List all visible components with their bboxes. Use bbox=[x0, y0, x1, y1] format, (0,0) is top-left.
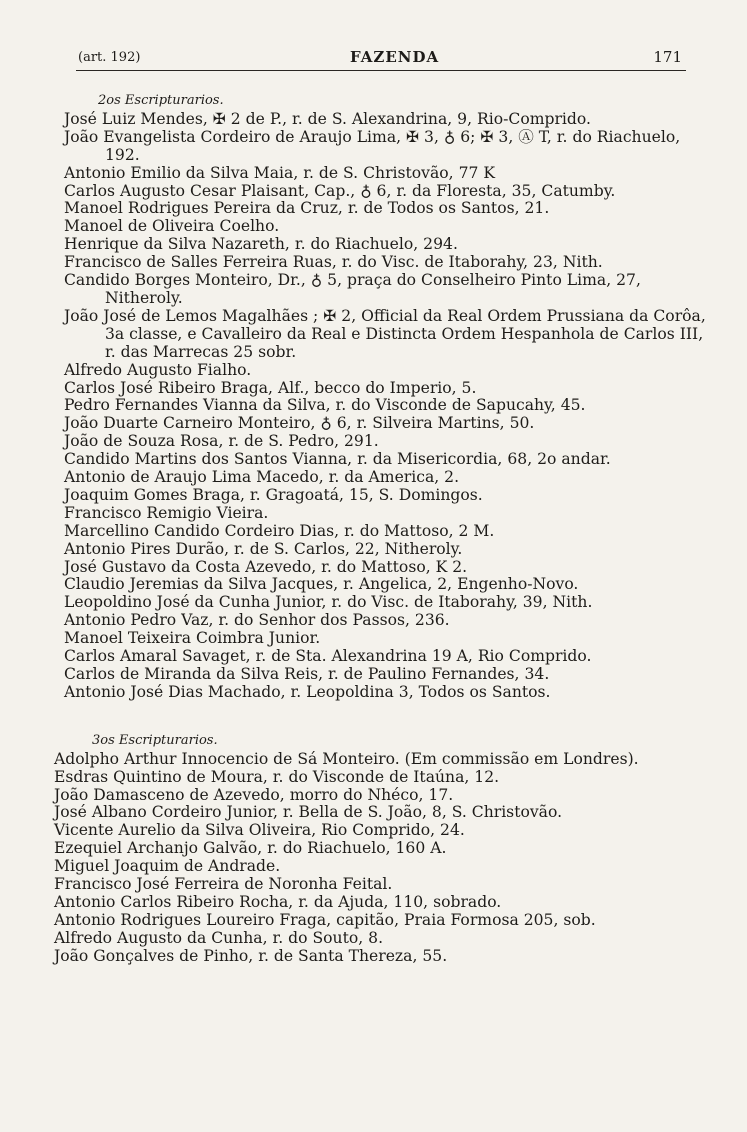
list-item: João Duarte Carneiro Monteiro, ♁ 6, r. Silveira Martins, 50. bbox=[64, 414, 535, 433]
section-heading: 2os Escripturarios. bbox=[98, 93, 224, 108]
page-header bbox=[78, 46, 682, 72]
list-item: Antonio José Dias Machado, r. Leopoldina 3, Todos os Santos. bbox=[64, 682, 551, 701]
list-item: Leopoldino José da Cunha Junior, r. do Visc. de Itaborahy, 39, Nith. bbox=[64, 593, 593, 612]
section-3os-escripturarios bbox=[0, 732, 747, 966]
list-item: Claudio Jeremias da Silva Jacques, r. Angelica, 2, Engenho-Novo. bbox=[64, 575, 579, 594]
list-item: Manoel Rodrigues Pereira da Cruz, r. de Todos os Santos, 21. bbox=[64, 199, 550, 218]
list-item: Candido Martins dos Santos Vianna, r. da Misericordia, 68, 2o andar. bbox=[64, 450, 611, 469]
list-item: Carlos de Miranda da Silva Reis, r. de Paulino Fernandes, 34. bbox=[64, 665, 550, 683]
list-item: Henrique da Silva Nazareth, r. do Riachuelo, 294. bbox=[64, 235, 458, 254]
list-item: João José de Lemos Magalhães ; ✠ 2, Official da Real Ordem Prussiana da Corôa, 3a classe, e Cavalleiro da Real e Distincta Ordem Hespanhola de Carlos III, r. das Marrecas 25 sobr. bbox=[64, 306, 706, 361]
document-body bbox=[0, 92, 747, 966]
section-2os-escripturarios bbox=[0, 92, 747, 702]
list-item: Antonio Pedro Vaz, r. do Senhor dos Passos, 236. bbox=[64, 611, 450, 630]
section-heading: 3os Escripturarios. bbox=[92, 732, 218, 748]
list-item: Antonio Carlos Ribeiro Rocha, r. da Ajuda, 110, sobrado. bbox=[54, 892, 502, 911]
list-item: Alfredo Augusto Fialho. bbox=[64, 360, 252, 379]
list-item: João Gonçalves de Pinho, r. de Santa Thereza, 55. bbox=[54, 946, 448, 965]
list-item: José Luiz Mendes, ✠ 2 de P., r. de S. Alexandrina, 9, Rio-Comprido. bbox=[64, 109, 591, 128]
list-item: Antonio Pires Durão, r. de S. Carlos, 22, Nitheroly. bbox=[64, 539, 463, 558]
list-item: Miguel Joaquim de Andrade. bbox=[54, 857, 281, 876]
list-item: Carlos José Ribeiro Braga, Alf., becco do Imperio, 5. bbox=[64, 378, 477, 397]
list-item: Antonio Rodrigues Loureiro Fraga, capitão, Praia Formosa 205, sob. bbox=[54, 910, 596, 929]
entry-list bbox=[0, 111, 747, 702]
header-rule bbox=[76, 70, 686, 71]
list-item: Francisco de Salles Ferreira Ruas, r. do Visc. de Itaborahy, 23, Nith. bbox=[64, 253, 603, 272]
list-item: José Albano Cordeiro Junior, r. Bella de S. João, 8, S. Christovão. bbox=[54, 803, 563, 822]
article-reference: (art. 192) bbox=[78, 50, 141, 65]
list-item: Francisco Remigio Vieira. bbox=[64, 503, 269, 522]
list-item: Francisco José Ferreira de Noronha Feital. bbox=[54, 875, 393, 894]
page-title: FAZENDA bbox=[350, 48, 440, 66]
list-item: João Damasceno de Azevedo, morro do Nhéco, 17. bbox=[54, 785, 454, 804]
list-item: Marcellino Candido Cordeiro Dias, r. do Mattoso, 2 M. bbox=[64, 521, 495, 540]
list-item: Vicente Aurelio da Silva Oliveira, Rio Comprido, 24. bbox=[54, 821, 465, 840]
list-item: Antonio Emilio da Silva Maia, r. de S. Christovão, 77 K bbox=[64, 163, 496, 182]
list-item: Manoel Teixeira Coimbra Junior. bbox=[64, 629, 321, 648]
list-item: João Evangelista Cordeiro de Araujo Lima, ✠ 3, ♁ 6; ✠ 3, Ⓐ T, r. do Riachuelo, 192. bbox=[64, 127, 681, 164]
list-item: Candido Borges Monteiro, Dr., ♁ 5, praça do Conselheiro Pinto Lima, 27, Nitheroly. bbox=[64, 271, 641, 307]
list-item: José Gustavo da Costa Azevedo, r. do Mattoso, K 2. bbox=[64, 557, 468, 576]
list-item: Manoel de Oliveira Coelho. bbox=[64, 217, 280, 236]
entry-list bbox=[0, 751, 747, 966]
list-item: Carlos Augusto Cesar Plaisant, Cap., ♁ 6, r. da Floresta, 35, Catumby. bbox=[64, 181, 616, 200]
list-item: Ezequiel Archanjo Galvão, r. do Riachuelo, 160 A. bbox=[54, 839, 447, 858]
list-item: Pedro Fernandes Vianna da Silva, r. do Visconde de Sapucahy, 45. bbox=[64, 396, 586, 415]
list-item: Adolpho Arthur Innocencio de Sá Monteiro. (Em commissão em Londres). bbox=[54, 749, 639, 768]
list-item: Carlos Amaral Savaget, r. de Sta. Alexandrina 19 A, Rio Comprido. bbox=[64, 647, 592, 666]
list-item: João de Souza Rosa, r. de S. Pedro, 291. bbox=[64, 432, 379, 451]
list-item: Alfredo Augusto da Cunha, r. do Souto, 8. bbox=[54, 928, 384, 947]
list-item: Joaquim Gomes Braga, r. Gragoatá, 15, S. Domingos. bbox=[64, 485, 483, 504]
list-item: Esdras Quintino de Moura, r. do Visconde de Itaúna, 12. bbox=[54, 767, 500, 786]
page-number: 171 bbox=[653, 48, 682, 66]
list-item: Antonio de Araujo Lima Macedo, r. da America, 2. bbox=[64, 468, 460, 487]
